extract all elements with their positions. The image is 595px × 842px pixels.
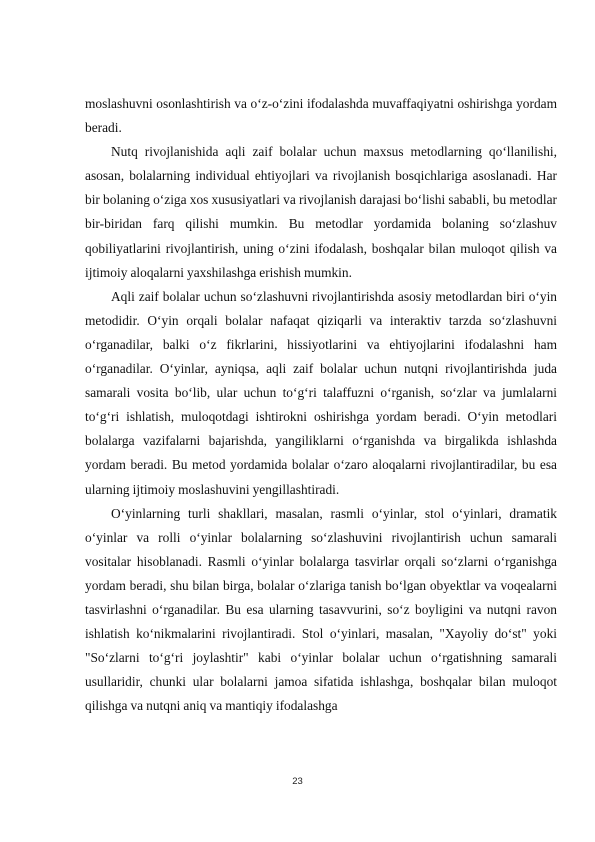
document-page	[85, 92, 557, 718]
paragraph-speech-methods: Nutq rivojlanishida aqli zaif bolalar uchun maxsus metodlarning qo‘llanilishi, asosan, bolalarning individual ehtiyojlari va rivojlanish bosqichlariga asoslanadi. Har bir bolaning o‘ziga xos xususiyatlari va rivojlanish darajasi bo‘lishi sababli, bu metodlar bir-biridan farq qilishi mumkin. Bu metodlar yordamida bolaning so‘zlashuv qobiliyatlarini rivojlantirish, uning o‘zini ifodalash, boshqalar bilan muloqot qilish va ijtimoiy aloqalarni yaxshilashga erishish mumkin.	[85, 144, 557, 280]
paragraph-continuation: moslashuvni osonlashtirish va o‘z-o‘zini ifodalashda muvaffaqiyatni oshirishga yordam beradi.	[85, 96, 557, 136]
paragraph-game-forms: O‘yinlarning turli shakllari, masalan, rasmli o‘yinlar, stol o‘yinlari, dramatik o‘yinlar va rolli o‘yinlar bolalarning so‘zlashuvini rivojlantirish uchun samarali vositalar hisoblanadi. Rasmli o‘yinlar bolalarga tasvirlar orqali so‘zlarni o‘rganishga yordam beradi, shu bilan birga, bolalar o‘zlariga tanish bo‘lgan obyektlar va voqealarni tasvirlashni o‘rganadilar. Bu esa ularning tasavvurini, so‘z boyligini va nutqni ravon ishlatish ko‘nikmalarini rivojlantiradi. Stol o‘yinlari, masalan, "Xayoliy do‘st" yoki "So‘zlarni to‘g‘ri joylashtir" kabi o‘yinlar bolalar uchun o‘rgatishning samarali usullaridir, chunki ular bolalarni jamoa sifatida ishlashga, boshqalar bilan muloqot qilishga va nutqni aniq va mantiqiy ifodalashga	[85, 505, 557, 714]
page-number: 23	[292, 776, 303, 787]
paragraph-game-method: Aqli zaif bolalar uchun so‘zlashuvni rivojlantirishda asosiy metodlardan biri o‘yin metodidir. O‘yin orqali bolalar nafaqat qiziqarli va interaktiv tarzda so‘zlashuvni o‘rganadilar, balki o‘z fikrlarini, hissiyotlarini va ehtiyojlarini ifodalashni ham o‘rganadilar. O‘yinlar, ayniqsa, aqli zaif bolalar uchun nutqni rivojlantirishda juda samarali vosita bo‘lib, ular uchun to‘g‘ri talaffuzni o‘rganish, so‘zlar va jumlalarni to‘g‘ri ishlatish, muloqotdagi ishtirokni oshirishga yordam beradi. O‘yin metodlari bolalarga vazifalarni bajarishda, yangiliklarni o‘rganishda va birgalikda ishlashda yordam beradi. Bu metod yordamida bolalar o‘zaro aloqalarni rivojlantiradilar, bu esa ularning ijtimoiy moslashuvini yengillashtiradi.	[85, 288, 557, 497]
